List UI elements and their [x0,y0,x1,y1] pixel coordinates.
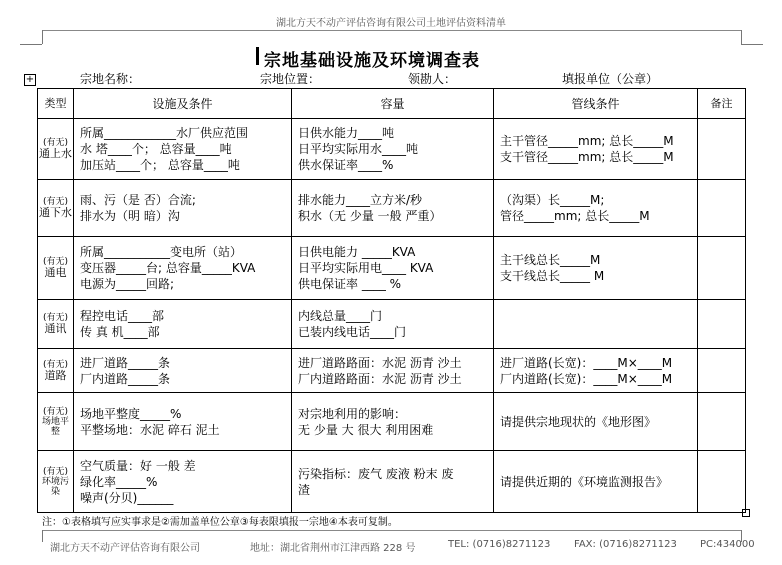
footer-address: 地址：湖北省荆州市江津西路 228 号 [250,543,416,554]
facility-cell[interactable]: 雨、污（是 否）合流; 排水为（明 暗）沟 [74,180,292,237]
pipeline-cell[interactable]: 主干线总长_____M 支干线总长_____ M [494,237,698,300]
capacity-cell[interactable]: 对宗地利用的影响： 无 少量 大 很大 利用困难 [292,393,494,451]
footer-fax: FAX: (0716)8271123 [574,539,677,550]
table-row [38,237,746,300]
remark-cell[interactable] [698,451,746,513]
footer-postcode: PC:434000 [700,539,755,550]
header-capacity: 容量 [292,89,494,119]
pipeline-cell[interactable]: 请提供宗地现状的《地形图》 [494,393,698,451]
facility-cell[interactable]: 空气质量：好 一般 差 绿化率_____% 噪声(分贝)______ [74,451,292,513]
capacity-cell[interactable]: 排水能力____立方米/秒 积水（无 少量 一般 严重） [292,180,494,237]
table-row [38,393,746,451]
type-cell: (有无) 通下水 [38,180,74,237]
footer-tel: TEL: (0716)8271123 [448,539,551,550]
capacity-cell[interactable]: 日供水能力____吨 日平均实际用水____吨 供水保证率____% [292,119,494,180]
crop-mark-tl-h [20,44,42,45]
pipeline-cell[interactable] [494,300,698,349]
header-remark: 备注 [698,89,746,119]
facility-cell[interactable]: 场地平整度_____% 平整场地：水泥 碎石 泥土 [74,393,292,451]
table-row [38,119,746,180]
type-cell: (有无) 通电 [38,237,74,300]
crop-mark-tr [741,30,742,44]
crop-mark-tr-h [741,44,763,45]
facility-cell[interactable]: 进厂道路_____条 厂内道路_____条 [74,349,292,393]
type-cell: (有无) 场地平整 [38,393,74,451]
remark-cell[interactable] [698,300,746,349]
capacity-cell[interactable]: 污染指标：废气 废液 粉末 废 渣 [292,451,494,513]
remark-cell[interactable] [698,119,746,180]
header-rule [42,30,742,31]
facility-cell[interactable]: 所属____________水厂供应范围 水 塔____个； 总容量____吨 加压站____个； 总容量____吨 [74,119,292,180]
table-row [38,349,746,393]
facility-cell[interactable]: 所属___________变电所（站） 变压器_____台; 总容量_____KVA 电源为_____回路; [74,237,292,300]
table-resize-handle-icon[interactable] [742,509,750,517]
parcel-location-label: 宗地位置： [260,72,321,86]
surveyor-label: 领勘人： [408,72,457,86]
page-header-text: 湖北方天不动产评估咨询有限公司土地评估资料清单 [276,18,506,29]
survey-table [37,88,746,513]
capacity-cell[interactable]: 日供电能力 _____KVA 日平均实际用电____ KVA 供电保证率 ____ % [292,237,494,300]
remark-cell[interactable] [698,237,746,300]
title-cursor-bar [256,47,259,65]
pipeline-cell[interactable]: 进厂道路(长宽)：____M×____M 厂内道路(长宽)：____M×____M [494,349,698,393]
type-cell: (有无) 道路 [38,349,74,393]
filling-unit-label: 填报单位（公章） [562,72,659,86]
type-cell: (有无) 环境污染 [38,451,74,513]
pipeline-cell[interactable]: 主干管径_____mm; 总长_____M 支干管径_____mm; 总长_____M [494,119,698,180]
header-type: 类型 [38,89,74,119]
table-row [38,300,746,349]
parcel-name-label: 宗地名称： [80,72,141,86]
capacity-cell[interactable]: 进厂道路路面：水泥 沥青 沙土 厂内道路路面：水泥 沥青 沙土 [292,349,494,393]
table-header-row [38,89,746,119]
footer-company: 湖北方天不动产评估咨询有限公司 [50,543,200,554]
pipeline-cell[interactable]: （沟渠）长_____M; 管径_____mm; 总长_____M [494,180,698,237]
facility-cell[interactable]: 程控电话____部 传 真 机____部 [74,300,292,349]
header-pipeline: 管线条件 [494,89,698,119]
type-cell: (有无) 通讯 [38,300,74,349]
crop-mark-tl [42,30,43,44]
type-cell: (有无) 通上水 [38,119,74,180]
crop-mark-bl [42,530,43,542]
document-title: 宗地基础设施及环境调查表 [264,51,480,71]
table-row [38,451,746,513]
table-move-handle-icon[interactable]: + [25,74,35,85]
remark-cell[interactable] [698,180,746,237]
table-row [38,180,746,237]
remark-cell[interactable] [698,393,746,451]
header-facility: 设施及条件 [74,89,292,119]
footer-rule [42,530,742,531]
capacity-cell[interactable]: 内线总量____门 已装内线电话____门 [292,300,494,349]
remark-cell[interactable] [698,349,746,393]
table-note: 注：①表格填写应实事求是②需加盖单位公章③每表限填报一宗地④本表可复制。 [42,517,398,528]
pipeline-cell[interactable]: 请提供近期的《环境监测报告》 [494,451,698,513]
